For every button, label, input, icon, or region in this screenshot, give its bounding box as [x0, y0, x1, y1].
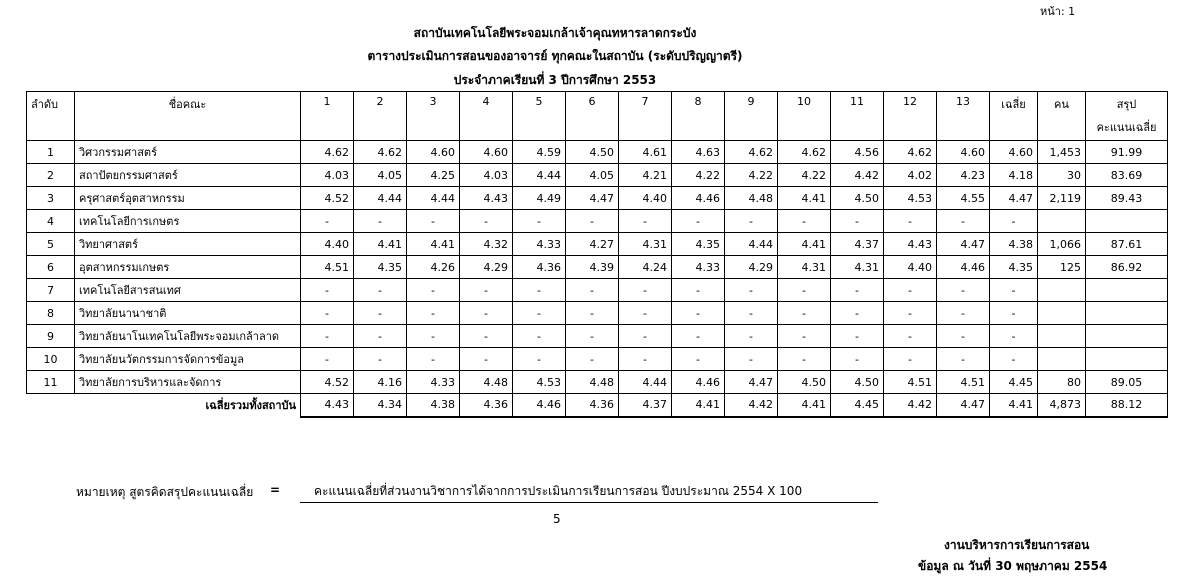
row-people [1038, 279, 1086, 302]
row-score-4: 4.29 [460, 256, 513, 279]
row-score-13: 4.23 [937, 164, 990, 187]
row-score-1: 4.51 [301, 256, 354, 279]
row-score-4: - [460, 325, 513, 348]
row-summary [1086, 348, 1168, 371]
row-faculty-name: วิศวกรรมศาสตร์ [75, 141, 301, 164]
row-score-6: 4.27 [566, 233, 619, 256]
row-score-5: - [513, 348, 566, 371]
row-score-13: 4.51 [937, 371, 990, 394]
row-score-6: - [566, 325, 619, 348]
total-score-7: 4.37 [619, 394, 672, 417]
row-faculty-name: วิทยาลัยนานาชาติ [75, 302, 301, 325]
row-score-4: 4.43 [460, 187, 513, 210]
row-score-3: 4.44 [407, 187, 460, 210]
row-summary [1086, 325, 1168, 348]
row-score-2: 4.16 [354, 371, 407, 394]
row-score-5: 4.36 [513, 256, 566, 279]
total-score-12: 4.42 [884, 394, 937, 417]
row-score-10: - [778, 302, 831, 325]
row-score-11: - [831, 325, 884, 348]
header-row [27, 92, 1168, 141]
row-score-9: - [725, 210, 778, 233]
row-score-5: - [513, 279, 566, 302]
header-faculty: ชื่อคณะ [75, 92, 301, 141]
row-score-12: 4.62 [884, 141, 937, 164]
table-row [27, 279, 1168, 302]
row-score-3: - [407, 302, 460, 325]
row-score-6: 4.47 [566, 187, 619, 210]
row-people: 125 [1038, 256, 1086, 279]
row-score-2: 4.35 [354, 256, 407, 279]
total-score-3: 4.38 [407, 394, 460, 417]
row-score-8: 4.46 [672, 187, 725, 210]
row-score-8: 4.35 [672, 233, 725, 256]
row-faculty-name: ครุศาสตร์อุตสาหกรรม [75, 187, 301, 210]
header-item-2: 2 [354, 92, 407, 141]
table-row [27, 256, 1168, 279]
total-score-4: 4.36 [460, 394, 513, 417]
formula-denominator: 5 [553, 512, 561, 526]
row-score-8: - [672, 279, 725, 302]
row-average: 4.35 [990, 256, 1038, 279]
total-score-13: 4.47 [937, 394, 990, 417]
row-order: 11 [27, 371, 75, 394]
row-average: - [990, 279, 1038, 302]
row-score-5: - [513, 302, 566, 325]
row-score-10: 4.31 [778, 256, 831, 279]
row-summary: 89.05 [1086, 371, 1168, 394]
row-score-3: - [407, 348, 460, 371]
row-people: 80 [1038, 371, 1086, 394]
row-order: 2 [27, 164, 75, 187]
row-score-8: 4.46 [672, 371, 725, 394]
row-score-13: 4.46 [937, 256, 990, 279]
row-score-6: 4.50 [566, 141, 619, 164]
row-score-7: - [619, 325, 672, 348]
row-score-12: - [884, 348, 937, 371]
row-score-1: - [301, 348, 354, 371]
row-order: 6 [27, 256, 75, 279]
row-score-11: - [831, 279, 884, 302]
row-score-6: 4.48 [566, 371, 619, 394]
row-score-2: - [354, 279, 407, 302]
row-faculty-name: เทคโนโลยีสารสนเทศ [75, 279, 301, 302]
table-row [27, 164, 1168, 187]
row-score-7: - [619, 210, 672, 233]
row-summary: 83.69 [1086, 164, 1168, 187]
row-score-8: - [672, 348, 725, 371]
header-item-8: 8 [672, 92, 725, 141]
row-summary [1086, 279, 1168, 302]
row-score-12: - [884, 325, 937, 348]
row-order: 9 [27, 325, 75, 348]
table-row [27, 348, 1168, 371]
row-score-12: - [884, 279, 937, 302]
total-score-5: 4.46 [513, 394, 566, 417]
row-score-13: 4.60 [937, 141, 990, 164]
row-score-7: - [619, 302, 672, 325]
table-row [27, 302, 1168, 325]
row-score-9: 4.22 [725, 164, 778, 187]
row-score-7: - [619, 348, 672, 371]
row-order: 3 [27, 187, 75, 210]
row-score-8: - [672, 302, 725, 325]
row-score-8: 4.63 [672, 141, 725, 164]
table-row [27, 210, 1168, 233]
total-average: 4.41 [990, 394, 1038, 417]
row-average: 4.18 [990, 164, 1038, 187]
row-faculty-name: วิทยาศาสตร์ [75, 233, 301, 256]
row-score-11: - [831, 302, 884, 325]
semester-title: ประจำภาคเรียนที่ 3 ปีการศึกษา 2553 [453, 73, 657, 87]
row-order: 5 [27, 233, 75, 256]
row-score-11: - [831, 210, 884, 233]
row-order: 8 [27, 302, 75, 325]
row-score-11: 4.31 [831, 256, 884, 279]
row-score-1: - [301, 302, 354, 325]
evaluation-table [26, 91, 1168, 418]
row-score-4: - [460, 348, 513, 371]
row-score-12: 4.02 [884, 164, 937, 187]
row-average: 4.45 [990, 371, 1038, 394]
total-label: เฉลี่ยรวมทั้งสถาบัน [205, 399, 296, 413]
row-score-13: 4.55 [937, 187, 990, 210]
row-order: 7 [27, 279, 75, 302]
total-score-11: 4.45 [831, 394, 884, 417]
row-score-3: - [407, 325, 460, 348]
row-score-10: 4.50 [778, 371, 831, 394]
row-score-2: - [354, 348, 407, 371]
row-score-3: 4.60 [407, 141, 460, 164]
row-score-10: - [778, 325, 831, 348]
row-score-5: 4.44 [513, 164, 566, 187]
row-score-3: 4.26 [407, 256, 460, 279]
row-score-6: - [566, 348, 619, 371]
row-score-9: 4.48 [725, 187, 778, 210]
row-score-1: 4.03 [301, 164, 354, 187]
row-score-9: - [725, 279, 778, 302]
row-faculty-name: วิทยาลัยนาโนเทคโนโลยีพระจอมเกล้าลาด [75, 325, 301, 348]
row-people [1038, 348, 1086, 371]
row-average: - [990, 325, 1038, 348]
row-score-1: 4.52 [301, 371, 354, 394]
header-average: เฉลี่ย [990, 92, 1038, 141]
row-score-9: - [725, 348, 778, 371]
row-summary [1086, 302, 1168, 325]
row-score-1: - [301, 279, 354, 302]
row-faculty-name: วิทยาลัยการบริหารและจัดการ [75, 371, 301, 394]
header-item-7: 7 [619, 92, 672, 141]
row-score-3: - [407, 210, 460, 233]
row-faculty-name: วิทยาลัยนวัตกรรมการจัดการข้อมูล [75, 348, 301, 371]
row-score-12: - [884, 210, 937, 233]
row-average: 4.38 [990, 233, 1038, 256]
row-score-13: - [937, 325, 990, 348]
row-people [1038, 302, 1086, 325]
row-faculty-name: เทคโนโลยีการเกษตร [75, 210, 301, 233]
total-score-8: 4.41 [672, 394, 725, 417]
row-score-3: 4.33 [407, 371, 460, 394]
row-score-7: 4.21 [619, 164, 672, 187]
row-score-2: - [354, 210, 407, 233]
header-item-10: 10 [778, 92, 831, 141]
row-average: - [990, 210, 1038, 233]
footer-office: งานบริหารการเรียนการสอน [944, 538, 1090, 552]
row-score-6: - [566, 302, 619, 325]
row-score-7: 4.40 [619, 187, 672, 210]
row-score-6: 4.39 [566, 256, 619, 279]
row-score-3: 4.25 [407, 164, 460, 187]
row-score-4: 4.32 [460, 233, 513, 256]
page-number: หน้า: 1 [1040, 5, 1076, 18]
row-people: 1,453 [1038, 141, 1086, 164]
total-score-6: 4.36 [566, 394, 619, 417]
row-score-8: - [672, 210, 725, 233]
row-summary: 87.61 [1086, 233, 1168, 256]
report-title: ตารางประเมินการสอนของอาจารย์ ทุกคณะในสถาบัน (ระดับปริญญาตรี) [367, 49, 743, 63]
row-score-3: 4.41 [407, 233, 460, 256]
row-score-12: - [884, 302, 937, 325]
row-score-12: 4.53 [884, 187, 937, 210]
header-item-12: 12 [884, 92, 937, 141]
total-score-1: 4.43 [301, 394, 354, 417]
row-score-8: 4.22 [672, 164, 725, 187]
row-score-7: 4.31 [619, 233, 672, 256]
row-score-13: - [937, 302, 990, 325]
row-score-12: 4.51 [884, 371, 937, 394]
row-score-5: - [513, 325, 566, 348]
row-faculty-name: สถาปัตยกรรมศาสตร์ [75, 164, 301, 187]
total-row [27, 394, 1168, 417]
row-score-9: 4.47 [725, 371, 778, 394]
row-people [1038, 210, 1086, 233]
formula-numerator: คะแนนเฉลี่ยที่ส่วนงานวิชาการได้จากการประเมินการเรียนการสอน ปีงบประมาณ 2554 X 100 [314, 484, 803, 498]
row-score-10: 4.62 [778, 141, 831, 164]
row-order: 10 [27, 348, 75, 371]
row-summary: 86.92 [1086, 256, 1168, 279]
row-score-10: - [778, 348, 831, 371]
row-score-3: - [407, 279, 460, 302]
table-row [27, 325, 1168, 348]
total-people: 4,873 [1038, 394, 1086, 417]
note-label: หมายเหตุ สูตรคิดสรุปคะแนนเฉลี่ย [76, 485, 254, 499]
row-score-1: 4.62 [301, 141, 354, 164]
row-score-8: - [672, 325, 725, 348]
row-faculty-name: อุตสาหกรรมเกษตร [75, 256, 301, 279]
row-people [1038, 325, 1086, 348]
row-score-5: 4.53 [513, 371, 566, 394]
row-score-10: 4.41 [778, 187, 831, 210]
row-score-2: 4.44 [354, 187, 407, 210]
header-item-3: 3 [407, 92, 460, 141]
header-summary-line1: สรุป [1116, 98, 1137, 111]
row-score-5: 4.49 [513, 187, 566, 210]
row-score-6: - [566, 210, 619, 233]
total-score-2: 4.34 [354, 394, 407, 417]
row-score-13: 4.47 [937, 233, 990, 256]
row-score-11: 4.50 [831, 187, 884, 210]
row-score-5: 4.33 [513, 233, 566, 256]
row-score-11: 4.37 [831, 233, 884, 256]
row-order: 4 [27, 210, 75, 233]
header-summary [1086, 92, 1168, 141]
row-people: 1,066 [1038, 233, 1086, 256]
row-score-13: - [937, 348, 990, 371]
total-score-10: 4.41 [778, 394, 831, 417]
row-summary [1086, 210, 1168, 233]
row-score-2: - [354, 302, 407, 325]
header-order: ลำดับ [27, 92, 75, 141]
row-summary: 89.43 [1086, 187, 1168, 210]
row-score-7: 4.24 [619, 256, 672, 279]
row-score-2: - [354, 325, 407, 348]
row-score-5: - [513, 210, 566, 233]
row-score-9: - [725, 302, 778, 325]
row-score-12: 4.40 [884, 256, 937, 279]
total-summary: 88.12 [1086, 394, 1168, 417]
row-score-9: - [725, 325, 778, 348]
row-score-1: - [301, 325, 354, 348]
row-score-10: - [778, 279, 831, 302]
header-item-9: 9 [725, 92, 778, 141]
row-score-6: 4.05 [566, 164, 619, 187]
row-score-2: 4.62 [354, 141, 407, 164]
row-score-10: 4.41 [778, 233, 831, 256]
row-people: 30 [1038, 164, 1086, 187]
row-score-11: 4.56 [831, 141, 884, 164]
row-score-11: - [831, 348, 884, 371]
row-average: - [990, 302, 1038, 325]
row-score-12: 4.43 [884, 233, 937, 256]
row-score-13: - [937, 210, 990, 233]
row-score-2: 4.05 [354, 164, 407, 187]
row-score-7: 4.61 [619, 141, 672, 164]
row-average: 4.47 [990, 187, 1038, 210]
header-item-1: 1 [301, 92, 354, 141]
row-score-13: - [937, 279, 990, 302]
header-item-13: 13 [937, 92, 990, 141]
row-score-1: 4.40 [301, 233, 354, 256]
row-average: 4.60 [990, 141, 1038, 164]
row-average: - [990, 348, 1038, 371]
footer-date: ข้อมูล ณ วันที่ 30 พฤษภาคม 2554 [918, 559, 1108, 573]
row-score-11: 4.42 [831, 164, 884, 187]
row-people: 2,119 [1038, 187, 1086, 210]
header-item-11: 11 [831, 92, 884, 141]
row-score-4: 4.48 [460, 371, 513, 394]
total-score-9: 4.42 [725, 394, 778, 417]
row-score-8: 4.33 [672, 256, 725, 279]
row-score-2: 4.41 [354, 233, 407, 256]
row-score-9: 4.62 [725, 141, 778, 164]
row-score-4: - [460, 279, 513, 302]
note-equals: = [270, 483, 281, 497]
table-row [27, 187, 1168, 210]
table-row [27, 141, 1168, 164]
row-score-4: - [460, 302, 513, 325]
row-score-9: 4.29 [725, 256, 778, 279]
row-score-9: 4.44 [725, 233, 778, 256]
table-row [27, 233, 1168, 256]
row-score-1: - [301, 210, 354, 233]
row-score-10: 4.22 [778, 164, 831, 187]
formula-fraction-line [300, 502, 878, 503]
row-order: 1 [27, 141, 75, 164]
row-score-4: - [460, 210, 513, 233]
header-people: คน [1038, 92, 1086, 141]
row-score-6: - [566, 279, 619, 302]
institution-title: สถาบันเทคโนโลยีพระจอมเกล้าเจ้าคุณทหารลาดกระบัง [413, 26, 697, 40]
row-score-1: 4.52 [301, 187, 354, 210]
header-item-5: 5 [513, 92, 566, 141]
row-score-4: 4.60 [460, 141, 513, 164]
header-item-6: 6 [566, 92, 619, 141]
row-summary: 91.99 [1086, 141, 1168, 164]
header-summary-line2: คะแนนเฉลี่ย [1096, 121, 1157, 134]
row-score-7: - [619, 279, 672, 302]
row-score-10: - [778, 210, 831, 233]
table-row [27, 371, 1168, 394]
row-score-5: 4.59 [513, 141, 566, 164]
row-score-4: 4.03 [460, 164, 513, 187]
row-score-11: 4.50 [831, 371, 884, 394]
header-item-4: 4 [460, 92, 513, 141]
row-score-7: 4.44 [619, 371, 672, 394]
